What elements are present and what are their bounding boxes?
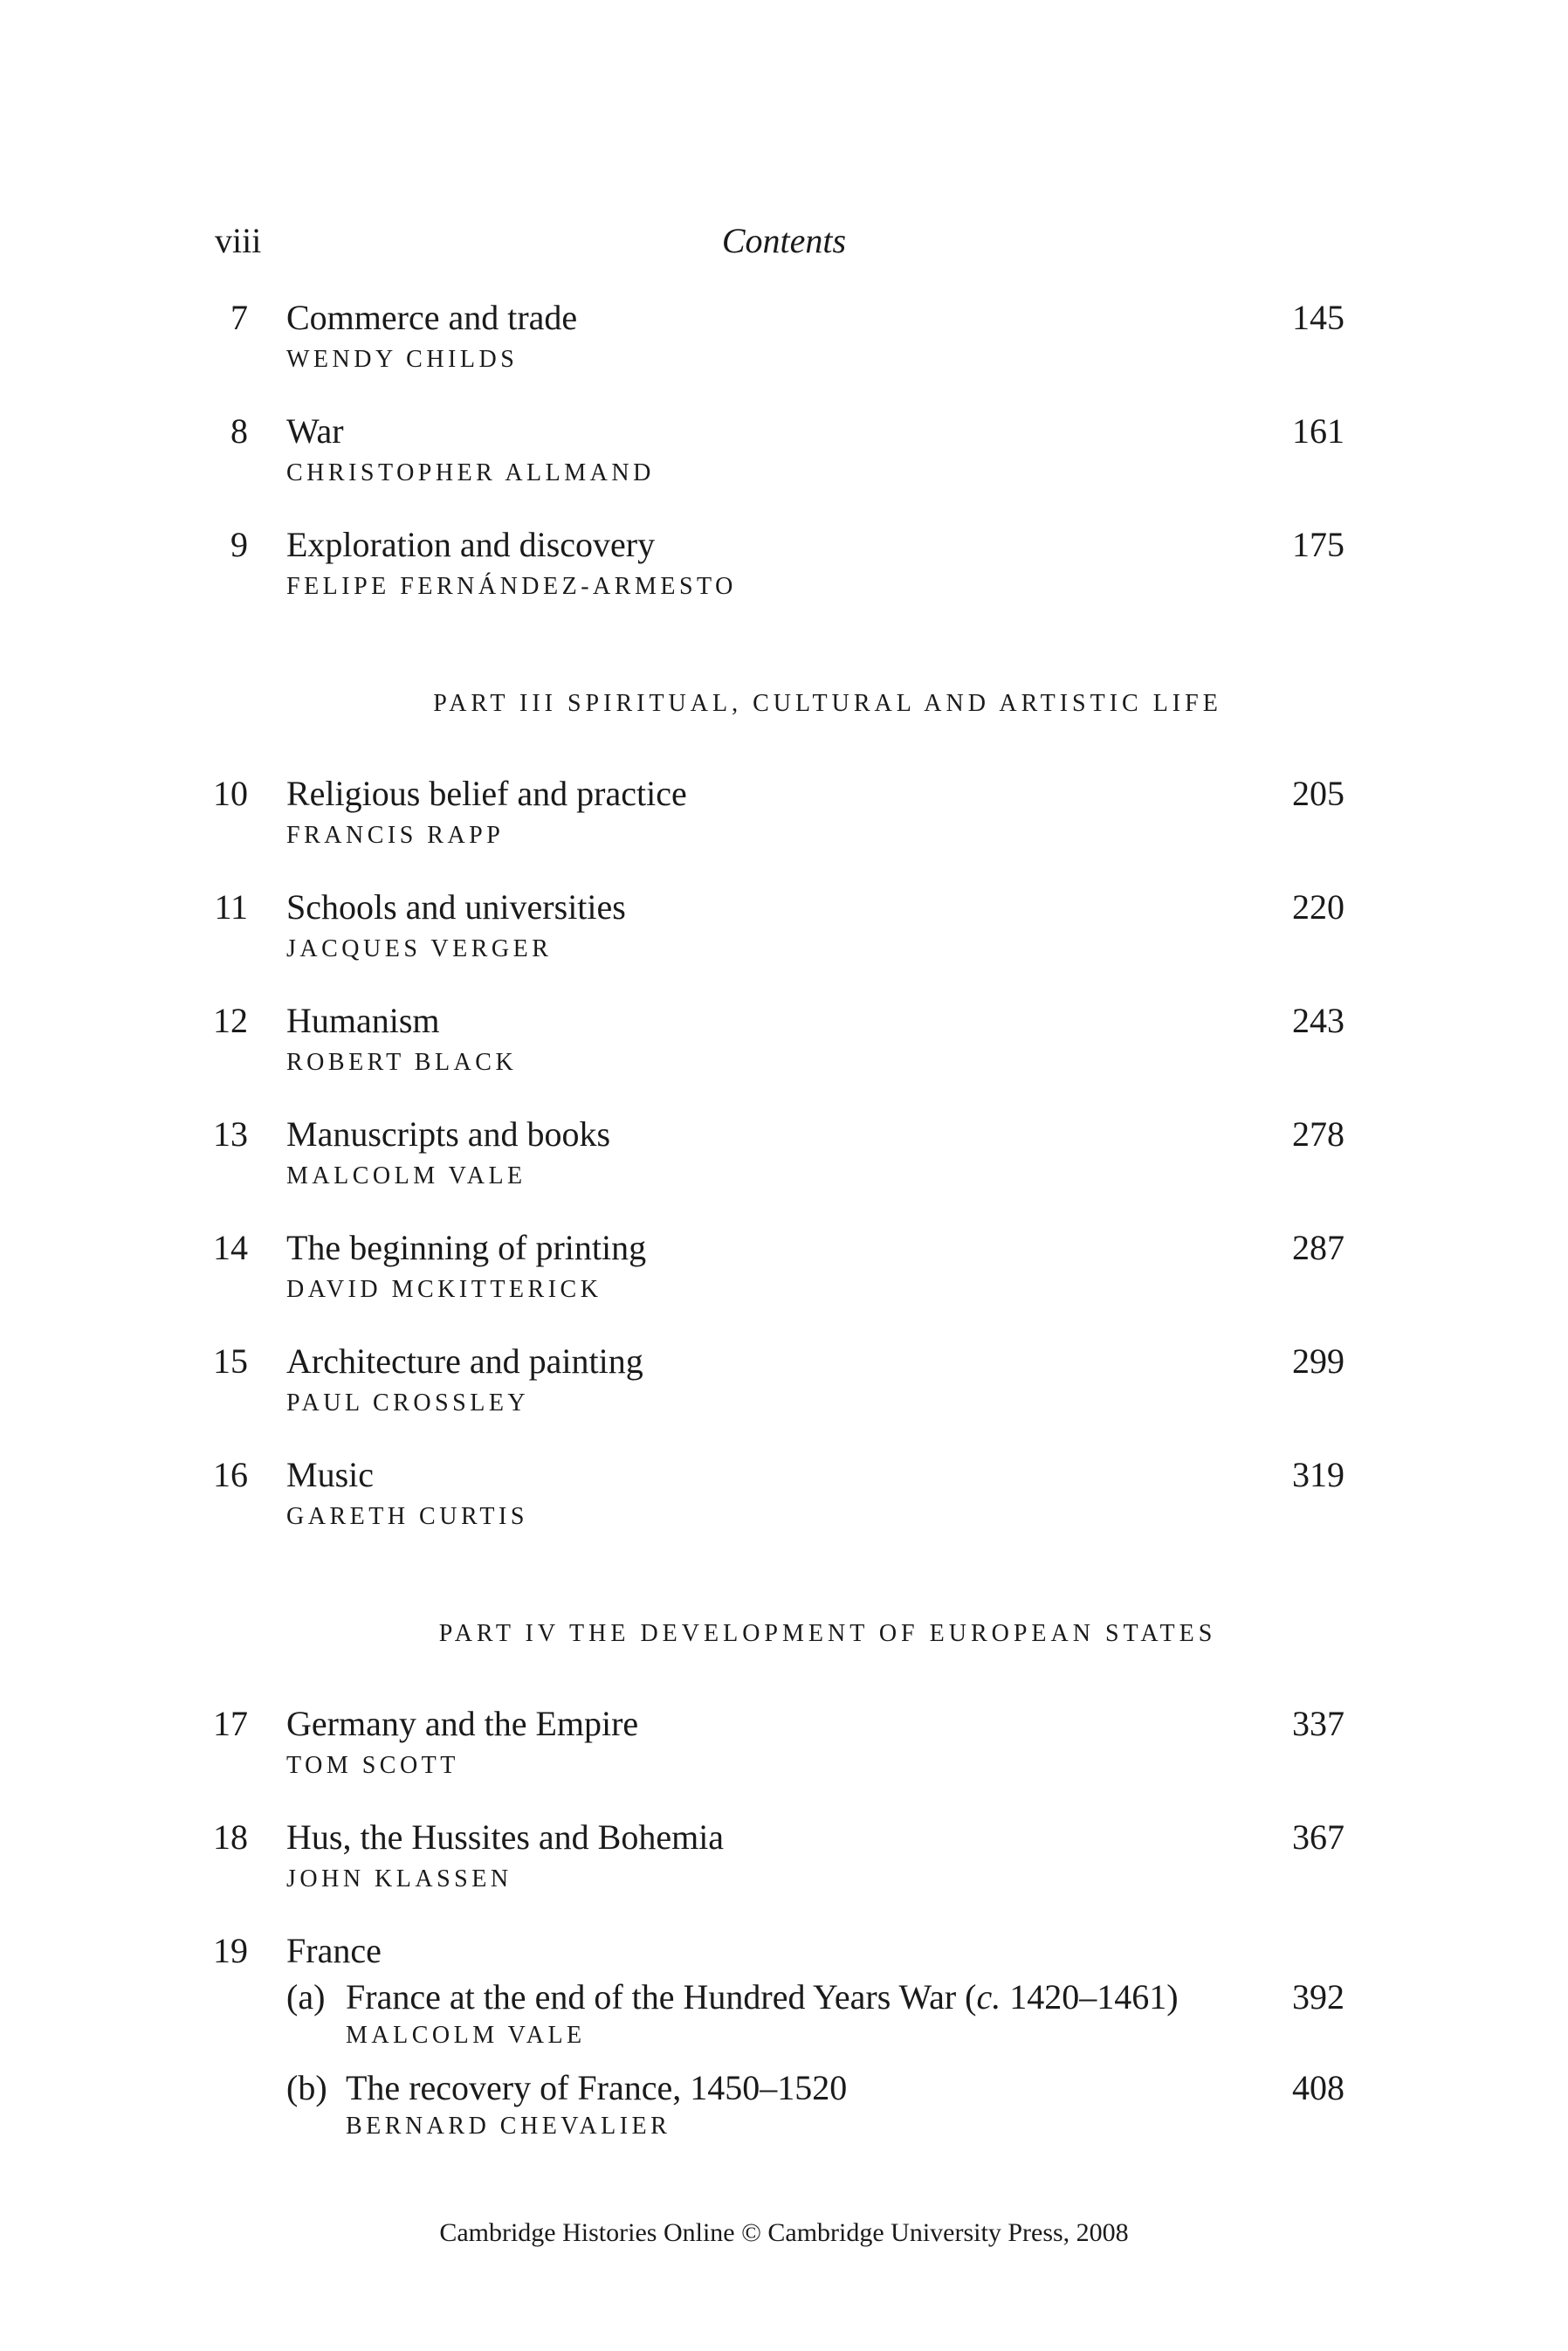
subentry-label: (a)	[286, 1977, 326, 2017]
chapter-number: 12	[213, 1001, 248, 1040]
copyright-footer: Cambridge Histories Online © Cambridge University Press, 2008	[439, 2218, 1129, 2247]
chapter-title: Hus, the Hussites and Bohemia	[286, 1817, 725, 1857]
running-head	[0, 220, 1568, 272]
page-number: 392	[1292, 1977, 1344, 2017]
page-number: 287	[1292, 1228, 1344, 1267]
chapter-author: WENDY CHILDS	[286, 346, 519, 373]
page-number: 367	[1292, 1817, 1344, 1857]
page-number: 220	[1292, 887, 1344, 927]
chapter-title: France	[286, 1931, 382, 1970]
subentry-author: BERNARD CHEVALIER	[346, 2113, 671, 2140]
chapter-number: 7	[230, 298, 248, 337]
page-number: 278	[1292, 1114, 1344, 1154]
page-number: 408	[1292, 2068, 1344, 2107]
subentry-title: The recovery of France, 1450–1520	[346, 2068, 848, 2107]
chapter-author: DAVID MCKITTERICK	[286, 1276, 602, 1303]
chapter-title: The beginning of printing	[286, 1228, 647, 1267]
running-title: Contents	[721, 221, 847, 260]
chapter-author: GARETH CURTIS	[286, 1503, 528, 1530]
part-heading: PART IV THE DEVELOPMENT OF EUROPEAN STATES	[438, 1620, 1217, 1647]
chapter-author: CHRISTOPHER ALLMAND	[286, 459, 655, 486]
chapter-author: ROBERT BLACK	[286, 1049, 518, 1076]
chapter-number: 9	[230, 525, 248, 564]
chapter-number: 10	[213, 774, 248, 813]
page-number: 205	[1292, 774, 1344, 813]
chapter-title: Humanism	[286, 1001, 440, 1040]
page-number: 299	[1292, 1341, 1344, 1381]
chapter-number: 17	[213, 1704, 248, 1743]
chapter-title: Germany and the Empire	[286, 1704, 639, 1743]
subentry-author: MALCOLM VALE	[346, 2022, 586, 2049]
page-number: 337	[1292, 1704, 1344, 1743]
page-number: 319	[1292, 1455, 1344, 1494]
chapter-number: 11	[214, 887, 248, 927]
chapter-author: JOHN KLASSEN	[286, 1865, 512, 1893]
page-folio: viii	[215, 221, 262, 260]
chapter-author: MALCOLM VALE	[286, 1162, 526, 1189]
chapter-author: FELIPE FERNÁNDEZ-ARMESTO	[286, 573, 737, 600]
chapter-number: 19	[213, 1931, 248, 1970]
chapter-number: 13	[213, 1114, 248, 1154]
page-number: 161	[1292, 411, 1344, 451]
chapter-title: Manuscripts and books	[286, 1114, 611, 1154]
chapter-number: 16	[213, 1455, 248, 1494]
page-number: 243	[1292, 1001, 1344, 1040]
chapter-author: JACQUES VERGER	[286, 935, 553, 962]
chapter-number: 15	[213, 1341, 248, 1381]
chapter-title: Exploration and discovery	[286, 525, 656, 564]
chapter-author: TOM SCOTT	[286, 1752, 459, 1779]
subentry-title: France at the end of the Hundred Years War (c. 1420–1461)	[346, 1977, 1179, 2017]
chapter-title: War	[286, 411, 344, 451]
page-number: 145	[1292, 298, 1344, 337]
part-heading: PART III SPIRITUAL, CULTURAL AND ARTISTIC LIFE	[433, 690, 1222, 717]
chapter-author: PAUL CROSSLEY	[286, 1389, 530, 1417]
chapter-title: Architecture and painting	[286, 1341, 643, 1381]
chapter-title: Schools and universities	[286, 887, 626, 927]
chapter-title: Music	[286, 1455, 374, 1494]
chapter-number: 14	[213, 1228, 248, 1267]
page-number: 175	[1292, 525, 1344, 564]
subentry-label: (b)	[286, 2068, 327, 2107]
chapter-title: Commerce and trade	[286, 298, 578, 337]
chapter-number: 8	[230, 411, 248, 451]
chapter-title: Religious belief and practice	[286, 774, 687, 813]
chapter-author: FRANCIS RAPP	[286, 822, 505, 849]
chapter-number: 18	[213, 1817, 248, 1857]
